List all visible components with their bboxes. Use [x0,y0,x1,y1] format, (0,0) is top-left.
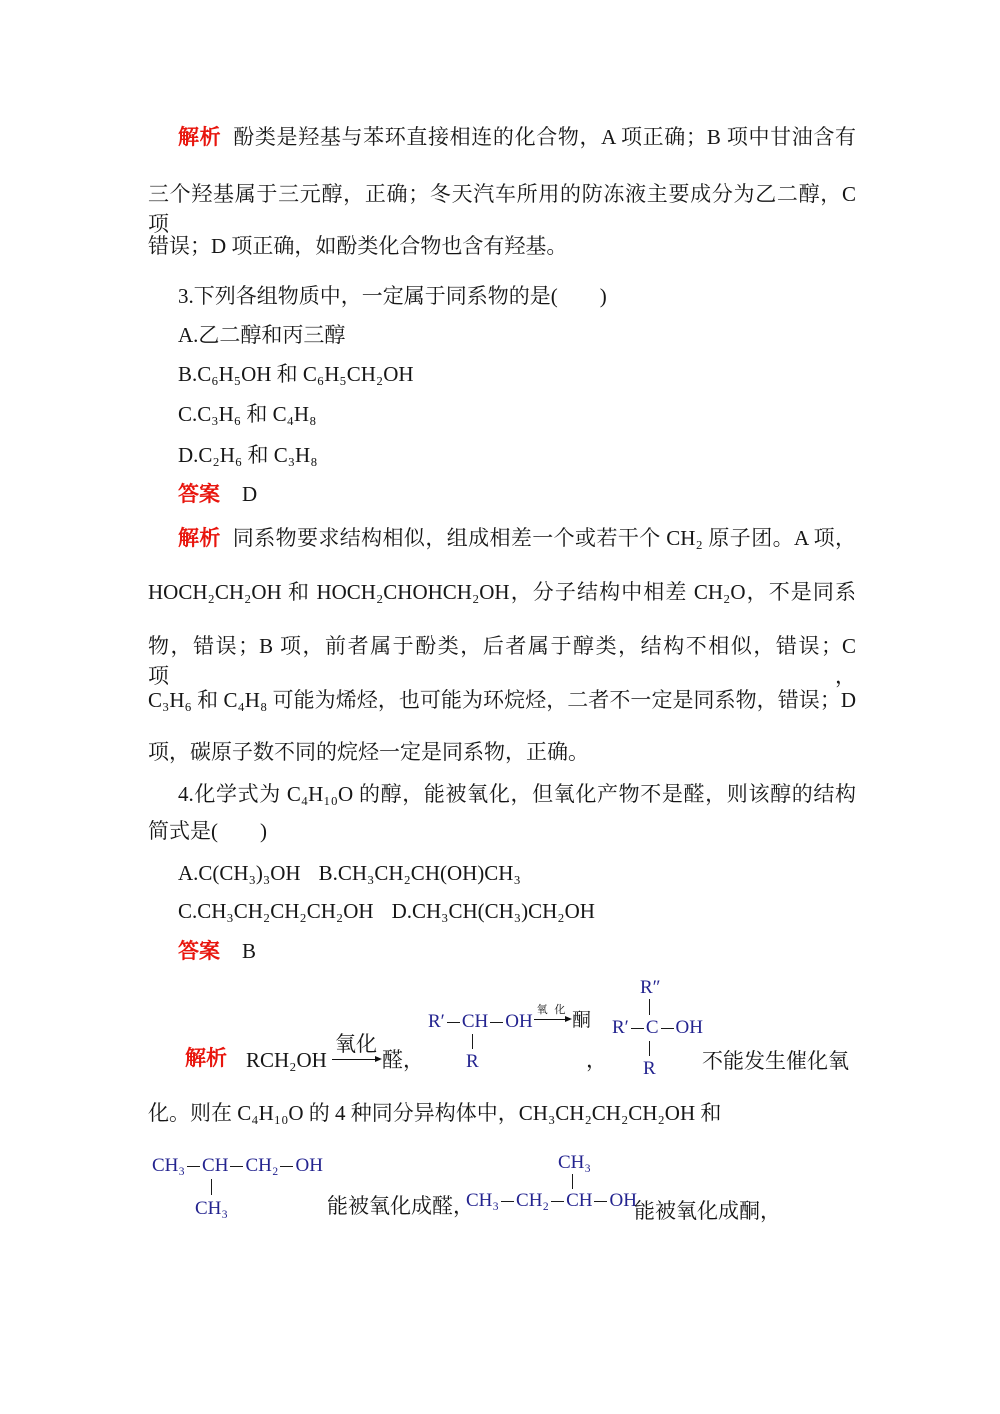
bond-line [230,1166,243,1167]
bond-line-vertical [649,1041,650,1056]
arrow-label: 氧 化 [536,1004,568,1016]
arrow-shaft [534,1019,570,1020]
question3-option-a: A.乙二醇和丙三醇 [178,323,346,347]
question3-answer-row [148,479,856,510]
atom-oh: OH [505,1011,533,1032]
arrow-label: 氧化 [335,1032,377,1056]
atom-oh: OH [609,1190,637,1211]
question4-option-b: B.CH₃CH₂CH(OH)CH₃ [318,861,521,885]
bond-line [551,1201,564,1202]
bond-line [594,1201,607,1202]
atom-ch3-branch: CH₃ [558,1152,592,1173]
aldehyde-note: 能被氧化成醛， [327,1194,474,1218]
bond-line [631,1028,644,1029]
atom-ch: CH [566,1190,593,1211]
question4-options-row2 [148,896,856,926]
separator-comma: ， [586,1048,607,1072]
structure-chain [466,1191,637,1211]
atom-ch3-branch: CH₃ [195,1198,229,1219]
structure-chain [612,1018,703,1038]
solution-label: 解析 [178,126,222,149]
solution-label: 解析 [178,527,221,550]
oxidation-arrow-2 [534,1004,570,1020]
atom-r: R [643,1058,656,1079]
tertiary-alcohol-structure [612,977,703,1080]
structure-chain [152,1156,323,1176]
product-ketone: 酮 [572,1010,592,1031]
bond-line [447,1022,460,1023]
butan-2-ol-structure [466,1153,638,1215]
bond-line-vertical [649,999,650,1015]
question3-answer: D [242,482,258,506]
atom-oh: OH [675,1017,703,1038]
atom-ch2: CH₂ [245,1155,279,1176]
oxidation-arrow-1 [332,1032,380,1060]
atom-c: C [645,1017,659,1038]
bond-line [280,1166,293,1167]
question3-option-d: D.C₂H₆ 和 C₃H₈ [178,443,318,467]
solution2-line3: 错误；D 项正确，如酚类化合物也含有羟基。 [148,234,568,258]
solution3-line2: HOCH₂CH₂OH 和 HOCH₂CHOHCH₂OH，分子结构中相差 CH₂O，不是同系 [148,580,856,604]
question4-option-c: C.CH₃CH₂CH₂CH₂OH [178,899,374,923]
question3-stem: 3.下列各组物质中，一定属于同系物的是( ) [178,284,607,308]
atom-ch3: CH₃ [466,1190,500,1211]
secondary-alcohol-structure [428,1010,533,1072]
solution-label: 解析 [185,1047,227,1070]
question4-stem-line2: 简式是( ) [148,819,267,843]
question4-stem-line1: 4.化学式为 C₄H₁₀O 的醇，能被氧化，但氧化产物不是醛，则该醇的结构 [178,782,856,806]
atom-ch: CH [461,1011,489,1032]
atom-r: R [466,1051,479,1072]
product-aldehyde: 醛， [382,1048,424,1072]
solution2-line2: 三个羟基属于三元醇，正确；冬天汽车所用的防冻液主要成分为乙二醇，C 项 [148,182,856,236]
bond-line-vertical [572,1174,573,1189]
question4-options-row1 [148,858,856,888]
bond-line-vertical [211,1179,212,1195]
solution4-continuation: 化。则在 C₄H₁₀O 的 4 种同分异构体中，CH₃CH₂CH₂CH₂OH 和 [148,1101,722,1125]
bond-line [490,1022,503,1023]
question4-option-d: D.CH₃CH(CH₃)CH₂OH [391,899,595,923]
bond-line-vertical [472,1034,473,1049]
atom-r-prime: R′ [428,1011,445,1032]
bond-line [187,1166,200,1167]
question3-option-c: C.C₃H₆ 和 C₄H₈ [178,402,317,426]
solution3-text1: 同系物要求结构相似，组成相差一个或若干个 CH₂ 原子团。A 项， [232,526,857,550]
solution3-line4: C₃H₆ 和 C₄H₈ 可能为烯烃，也可能为环烷烃，二者不一定是同系物，错误；D [148,688,856,712]
question4-answer: B [242,939,257,963]
solution3-line1 [148,523,856,554]
atom-ch: CH [202,1155,229,1176]
atom-r-prime: R′ [612,1017,629,1038]
isobutanol-structure [152,1156,324,1226]
ketone-note: 能被氧化成酮， [634,1199,781,1223]
bond-line [661,1028,674,1029]
answer-label: 答案 [178,483,220,506]
solution3-line3: 物，错误；B 项，前者属于酚类，后者属于醇类，结构不相似，错误；C 项， [148,634,856,688]
solution2-text1: 酚类是羟基与苯环直接相连的化合物，A 项正确；B 项中甘油含有 [233,125,857,149]
answer-label: 答案 [178,940,220,963]
solution3-line5: 项，碳原子数不同的烷烃一定是同系物，正确。 [148,740,589,764]
question4-option-a: A.C(CH₃)₃OH [178,861,301,885]
reactant-formula: RCH₂OH [246,1048,327,1072]
question3-option-b: B.C₆H₅OH 和 C₆H₅CH₂OH [178,362,414,386]
solution2-line1 [148,122,856,153]
arrow-shaft [332,1059,380,1060]
atom-ch2: CH₂ [516,1190,550,1211]
structure-chain [428,1012,533,1032]
atom-r-double-prime: R″ [640,977,661,998]
bond-line [501,1201,514,1202]
solution4-tail-text: 不能发生催化氧 [702,1049,849,1073]
atom-ch3: CH₃ [152,1155,186,1176]
atom-oh: OH [295,1155,323,1176]
question4-answer-row [148,936,856,967]
